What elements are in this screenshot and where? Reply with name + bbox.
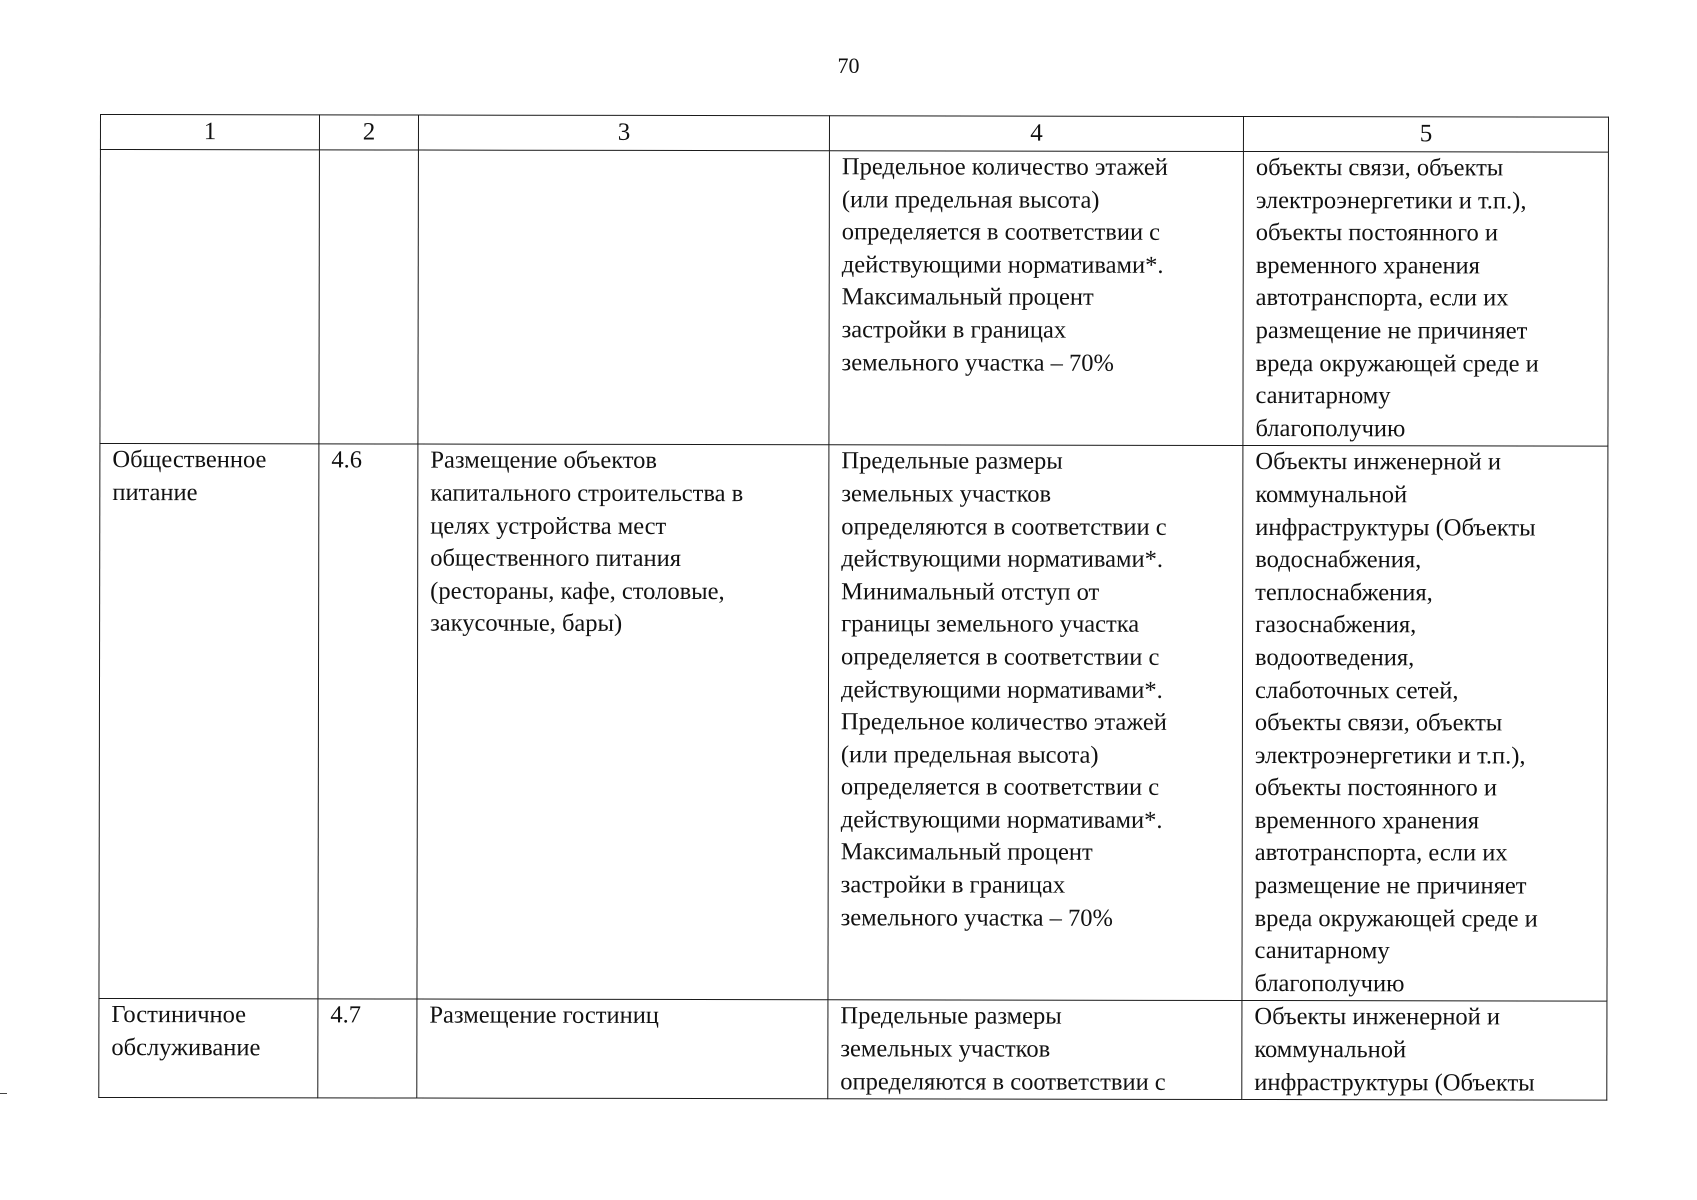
cell-line: водоотведения, [1255,643,1415,672]
cell-line: временного хранения [1254,806,1480,835]
cell-line: слаботочных сетей, [1254,676,1459,704]
cell-line: теплоснабжения, [1255,578,1433,607]
cell-line: размещение не причиняет [1255,316,1528,345]
cell-line: действующими нормативами*. [840,806,1163,834]
auxiliary-uses-cell [1242,446,1608,1002]
table-row [99,444,1608,1002]
cell-line: объекты постоянного и [1254,774,1498,802]
header-col-3: 3 [418,115,829,151]
cell-line: санитарному [1254,937,1390,965]
table-row [100,150,1609,447]
cell-line: Предельное количество этажей [841,153,1168,181]
cell-line: коммунальной [1254,1036,1407,1064]
cell-line: действующими нормативами*. [840,675,1163,704]
cell-line: Предельные размеры [841,447,1063,476]
cell-line: электроэнергетики и т.п.), [1254,741,1526,770]
parameters-cell [829,151,1244,446]
cell-line: (или предельная высота) [841,185,1100,214]
use-type-cell [100,150,320,445]
cell-line: земельных участков [841,480,1052,508]
cell-line: Минимальный отступ от [841,578,1100,606]
cell-line: автотранспорта, если их [1255,284,1509,312]
cell-line: застройки в границах [841,316,1067,344]
cell-line: вреда окружающей среде и [1255,349,1539,378]
cell-line: Предельные размеры [840,1002,1062,1031]
cell-line: закусочные, бары) [430,609,623,638]
table-header-row [100,115,1608,153]
page-number: 70 [837,53,860,78]
description-cell [417,999,828,1099]
cell-line: водоснабжения, [1255,546,1422,574]
cell-line: электроэнергетики и т.п.), [1255,186,1527,215]
cell-line: земельного участка – 70% [841,348,1114,377]
cell-line: газоснабжения, [1255,611,1417,639]
auxiliary-uses-cell [1243,151,1609,446]
cell-line: обслуживание [111,1034,261,1062]
cell-line: Объекты инженерной и [1255,448,1502,476]
cell-line: определяется в соответствии с [840,773,1160,802]
table-row [99,999,1607,1101]
cell-line: вреда окружающей среде и [1254,904,1538,933]
code-cell: 4.7 [318,999,417,1098]
cell-line: объекты постоянного и [1255,219,1499,247]
description-cell [418,150,830,445]
header-col-1: 1 [100,115,319,150]
cell-line: Общественное [112,446,267,474]
cell-line: объекты связи, объекты [1254,709,1503,737]
code-cell [319,150,419,445]
parameters-cell [828,1000,1242,1100]
cell-line: действующими нормативами*. [841,545,1164,573]
cell-line: санитарному [1255,382,1391,410]
cell-line: определяется в соответствии с [841,643,1160,671]
cell-line: Максимальный процент [841,283,1094,312]
cell-line: Размещение гостиниц [429,1002,659,1030]
cell-line: земельных участков [840,1035,1051,1063]
cell-line: Максимальный процент [840,838,1093,867]
cell-line: (рестораны, кафе, столовые, [430,577,725,605]
cell-line: временного хранения [1255,251,1480,280]
use-type-cell [99,999,318,1098]
header-col-2: 2 [319,115,418,150]
cell-line: застройки в границах [840,871,1066,899]
use-type-cell [99,444,319,999]
cell-line: Предельное количество этажей [840,708,1167,736]
cell-line: размещение не причиняет [1254,872,1527,900]
description-cell [417,444,829,1000]
cell-line: Объекты инженерной и [1254,1003,1501,1031]
auxiliary-uses-cell [1242,1001,1607,1101]
cell-line: благополучию [1255,414,1406,443]
cell-line: общественного питания [430,544,682,573]
cell-line: автотранспорта, если их [1254,839,1508,867]
cell-line: питание [112,478,198,507]
header-col-5: 5 [1243,116,1608,152]
header-col-4: 4 [829,116,1243,152]
cell-line: коммунальной [1255,480,1408,509]
cell-line: инфраструктуры (Объекты [1254,1068,1535,1097]
cell-line: целях устройства мест [430,512,667,540]
cell-line: определяются в соответствии с [841,512,1167,541]
cell-line: благополучию [1254,969,1405,998]
regulations-table [98,114,1609,1101]
cell-line: земельного участка – 70% [840,903,1113,932]
scan-margin-mark [0,1093,7,1094]
cell-line: Гостиничное [111,1001,247,1029]
cell-line: определяются в соответствии с [840,1067,1166,1096]
cell-line: капитального строительства в [430,479,744,508]
cell-line: объекты связи, объекты [1255,154,1504,182]
cell-line: определяется в соответствии с [841,218,1161,247]
cell-line: действующими нормативами*. [841,251,1164,279]
cell-line: инфраструктуры (Объекты [1255,513,1536,542]
cell-line: (или предельная высота) [840,740,1099,769]
cell-line: Размещение объектов [430,446,658,475]
parameters-cell [828,445,1243,1001]
cell-line: границы земельного участка [841,610,1140,639]
code-cell: 4.6 [318,444,418,999]
